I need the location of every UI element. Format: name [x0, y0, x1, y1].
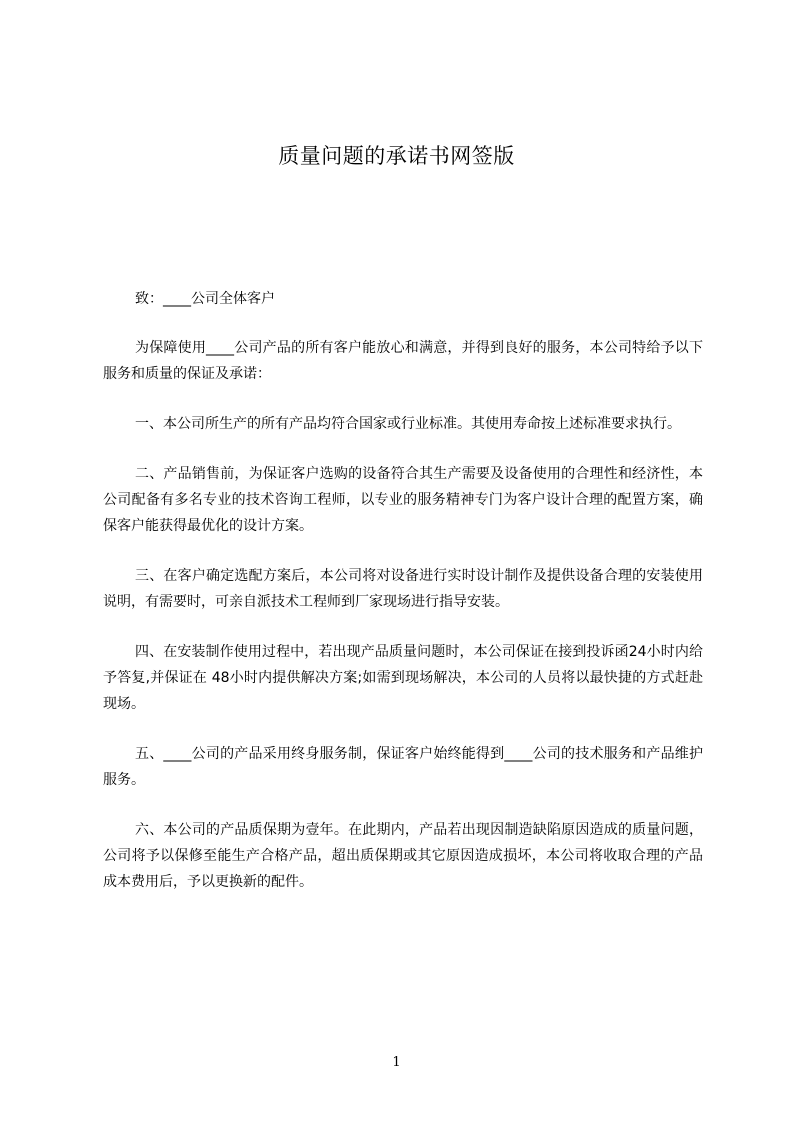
clause-2-paragraph: 二、产品销售前，为保证客户选购的设备符合其生产需要及设备使用的合理性和经济性，本公司配备有多名专业的技术咨询工程师，以专业的服务精神专门为客户设计合理的配置方案，确保客户能获得最优化的设计方案。: [103, 466, 703, 534]
document-body: [103, 288, 703, 919]
page-title: 质量问题的承诺书网签版: [278, 144, 515, 168]
clause-4-paragraph: 四、在安装制作使用过程中，若出现产品质量问题时，本公司保证在接到投诉函24小时内给予答复,并保证在 48小时内提供解决方案;如需到现场解决，本公司的人员将以最快捷的方式赶赴现场。: [103, 644, 703, 712]
page-number: 1: [392, 1055, 401, 1070]
intro-paragraph: 为保障使用____公司产品的所有客户能放心和满意，并得到良好的服务，本公司特给予以下服务和质量的保证及承诺：: [103, 340, 703, 382]
clause-1-paragraph: 一、本公司所生产的所有产品均符合国家或行业标准。其使用寿命按上述标准要求执行。: [135, 416, 681, 432]
salutation: 致：____公司全体客户: [135, 291, 275, 307]
clause-3-paragraph: 三、在客户确定选配方案后，本公司将对设备进行实时设计制作及提供设备合理的安装使用说明，有需要时，可亲自派技术工程师到厂家现场进行指导安装。: [103, 568, 703, 610]
clause-5-paragraph: 五、____公司的产品采用终身服务制，保证客户始终能得到____公司的技术服务和产品维护服务。: [103, 746, 703, 788]
clause-6-paragraph: 六、本公司的产品质保期为壹年。在此期内，产品若出现因制造缺陷原因造成的质量问题，公司将予以保修至能生产合格产品，超出质保期或其它原因造成损坏，本公司将收取合理的产品成本费用后，予以更换新的配件。: [103, 822, 703, 890]
